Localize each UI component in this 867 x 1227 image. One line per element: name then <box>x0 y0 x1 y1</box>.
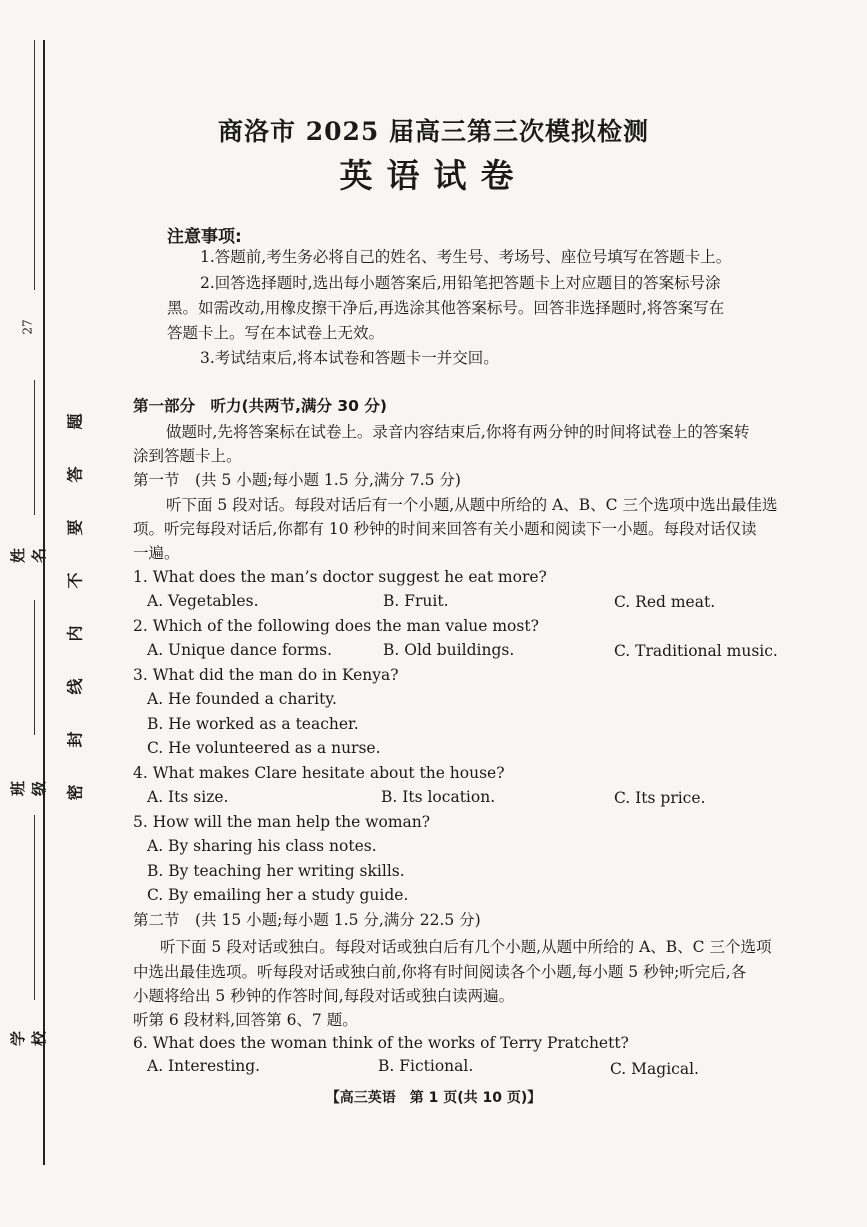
section1-instructions: 一遍。 <box>133 544 180 562</box>
section2-instructions: 听下面 5 段对话或独白。每段对话或独白后有几个小题,从题中所给的 A、B、C 三个选项 <box>160 938 772 956</box>
section2-instructions: 中选出最佳选项。听每段对话或独白前,你将有时间阅读各个小题,每小题 5 秒钟;听完后,各 <box>133 963 747 981</box>
field-underline <box>34 815 35 1000</box>
question-stem: 4. What makes Clare hesitate about the house? <box>133 764 505 782</box>
option-b: B. Old buildings. <box>383 641 515 659</box>
binding-line <box>43 40 45 1165</box>
section2-instructions: 小题将给出 5 秒钟的作答时间,每段对话或独白读两遍。 <box>133 987 515 1005</box>
seal-char: 封 <box>65 731 85 748</box>
option-a: A. Its size. <box>147 788 229 806</box>
option-c: C. By emailing her a study guide. <box>147 886 409 904</box>
option-b: B. Fruit. <box>383 592 449 610</box>
seal-char: 题 <box>65 413 85 430</box>
option-b: B. He worked as a teacher. <box>147 715 359 733</box>
option-c: C. Red meat. <box>614 593 716 611</box>
question-stem: 6. What does the woman think of the works of Terry Pratchett? <box>133 1034 629 1052</box>
seal-char: 密 <box>65 784 85 801</box>
name-field-label: 姓名 <box>9 547 48 563</box>
note-item: 3.考试结束后,将本试卷和答题卡一并交回。 <box>200 349 499 367</box>
option-c: C. Its price. <box>614 789 706 807</box>
option-a: A. Unique dance forms. <box>147 641 333 659</box>
class-field-label: 班级 <box>9 780 48 796</box>
field-underline <box>34 380 35 515</box>
part1-heading: 第一部分 听力(共两节,满分 30 分) <box>133 397 387 415</box>
seal-char: 内 <box>65 625 85 642</box>
note-item: 2.回答选择题时,选出每小题答案后,用铅笔把答题卡上对应题目的答案标号涂 <box>200 274 721 292</box>
seal-char: 答 <box>65 466 85 483</box>
seal-char: 线 <box>65 678 85 695</box>
seal-warning <box>62 410 86 804</box>
option-a: A. By sharing his class notes. <box>147 837 377 855</box>
option-c: C. Traditional music. <box>614 642 778 660</box>
seal-char: 不 <box>65 572 85 589</box>
note-item: 黑。如需改动,用橡皮擦干净后,再选涂其他答案标号。回答非选择题时,将答案写在 <box>167 299 725 317</box>
question-stem: 5. How will the man help the woman? <box>133 813 431 831</box>
option-a: A. He founded a charity. <box>147 690 337 708</box>
notes-heading: 注意事项: <box>167 227 242 247</box>
option-c: C. He volunteered as a nurse. <box>147 739 381 757</box>
exam-title: 商洛市 2025 届高三第三次模拟检测 <box>218 117 649 146</box>
page-footer: 【高三英语 第 1 页(共 10 页)】 <box>325 1090 542 1106</box>
option-a: A. Interesting. <box>147 1057 261 1075</box>
note-item: 1.答题前,考生务必将自己的姓名、考生号、考场号、座位号填写在答题卡上。 <box>200 248 732 266</box>
question-stem: 1. What does the man’s doctor suggest he eat more? <box>133 568 547 586</box>
part1-intro: 涂到答题卡上。 <box>133 447 242 465</box>
school-field-label: 学校 <box>9 1030 48 1046</box>
option-b: B. By teaching her writing skills. <box>147 862 405 880</box>
section2-heading: 第二节 (共 15 小题;每小题 1.5 分,满分 22.5 分) <box>133 911 481 929</box>
question-stem: 2. Which of the following does the man value most? <box>133 617 539 635</box>
option-c: C. Magical. <box>610 1060 699 1078</box>
exam-subtitle: 英语试卷 <box>339 156 528 195</box>
part1-intro: 做题时,先将答案标在试卷上。录音内容结束后,你将有两分钟的时间将试卷上的答案转 <box>166 423 750 441</box>
section1-instructions: 项。听完每段对话后,你都有 10 秒钟的时间来回答有关小题和阅读下一小题。每段对话仅读 <box>133 520 757 538</box>
question-stem: 3. What did the man do in Kenya? <box>133 666 399 684</box>
seal-char: 要 <box>65 519 85 536</box>
margin-mark: 27 <box>20 319 35 335</box>
note-item: 答题卡上。写在本试卷上无效。 <box>167 324 385 342</box>
section1-instructions: 听下面 5 段对话。每段对话后有一个小题,从题中所给的 A、B、C 三个选项中选出最佳选 <box>166 496 778 514</box>
section1-heading: 第一节 (共 5 小题;每小题 1.5 分,满分 7.5 分) <box>133 471 461 489</box>
field-underline <box>34 600 35 735</box>
option-b: B. Its location. <box>381 788 496 806</box>
option-b: B. Fictional. <box>378 1057 474 1075</box>
option-a: A. Vegetables. <box>147 592 259 610</box>
material-note: 听第 6 段材料,回答第 6、7 题。 <box>133 1011 358 1029</box>
